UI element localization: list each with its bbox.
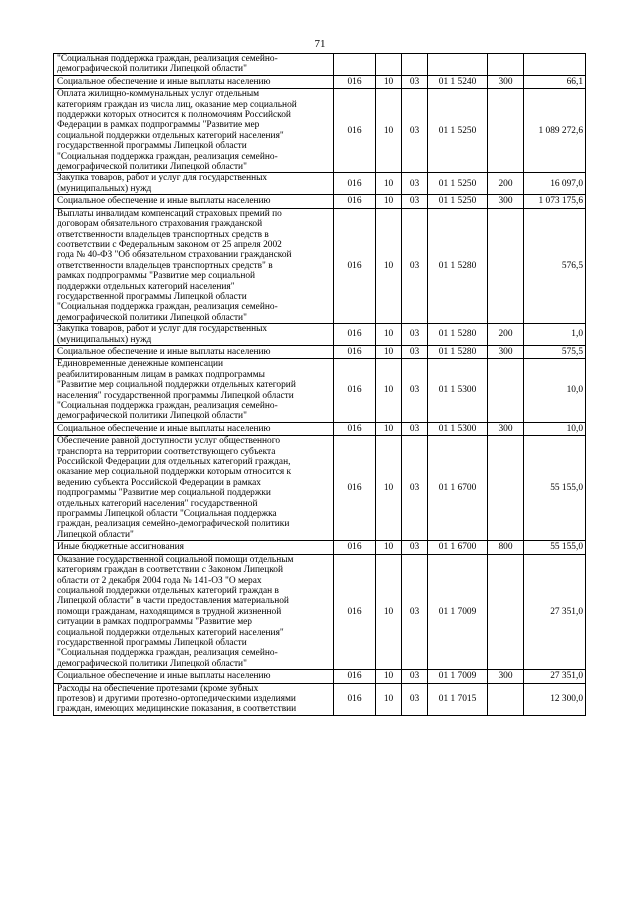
- ministry-code-cell: 016: [334, 173, 376, 195]
- ministry-code-cell: 016: [334, 324, 376, 346]
- table-row: [54, 554, 586, 669]
- ministry-code-cell: 016: [334, 208, 376, 323]
- expense-type-code-cell: [488, 208, 524, 323]
- subsection-code-cell: 03: [402, 670, 428, 683]
- expense-type-code-cell: 300: [488, 422, 524, 435]
- expense-type-code-cell: 300: [488, 345, 524, 358]
- subsection-code-cell: 03: [402, 324, 428, 346]
- amount-cell: 1 073 175,6: [524, 195, 586, 208]
- expense-type-code-cell: [488, 683, 524, 715]
- expense-name-cell: Социальное обеспечение и иные выплаты населению: [54, 670, 334, 683]
- amount-cell: 27 351,0: [524, 670, 586, 683]
- target-item-code-cell: 01 1 5280: [428, 208, 488, 323]
- ministry-code-cell: 016: [334, 554, 376, 669]
- expense-type-code-cell: [488, 89, 524, 173]
- expense-name-cell: Расходы на обеспечение протезами (кроме зубных протезов) и другими протезно-ортопедическими изделиями граждан, имеющих медицинские показания, в соответствии: [54, 683, 334, 715]
- target-item-code-cell: 01 1 6700: [428, 541, 488, 554]
- target-item-code-cell: 01 1 5300: [428, 359, 488, 422]
- amount-cell: 16 097,0: [524, 173, 586, 195]
- target-item-code-cell: 01 1 5240: [428, 75, 488, 88]
- subsection-code-cell: 03: [402, 89, 428, 173]
- amount-cell: 1,0: [524, 324, 586, 346]
- target-item-code-cell: 01 1 5250: [428, 173, 488, 195]
- expense-type-code-cell: 300: [488, 670, 524, 683]
- ministry-code-cell: 016: [334, 422, 376, 435]
- amount-cell: 55 155,0: [524, 541, 586, 554]
- target-item-code-cell: 01 1 5280: [428, 324, 488, 346]
- subsection-code-cell: 03: [402, 422, 428, 435]
- section-code-cell: 10: [376, 683, 402, 715]
- target-item-code-cell: 01 1 5300: [428, 422, 488, 435]
- ministry-code-cell: 016: [334, 195, 376, 208]
- section-code-cell: 10: [376, 436, 402, 541]
- ministry-code-cell: [334, 54, 376, 76]
- table-body: [54, 54, 586, 716]
- subsection-code-cell: 03: [402, 75, 428, 88]
- table-row: [54, 89, 586, 173]
- table-row: [54, 541, 586, 554]
- subsection-code-cell: 03: [402, 436, 428, 541]
- table-row: [54, 54, 586, 76]
- expense-name-cell: Оказание государственной социальной помощи отдельным категориям граждан в соответствии с Законом Липецкой области от 2 декабря 2004 года № 141-ОЗ "О мерах социальной поддержки отдельных категорий граждан в Липецкой области" в части предоставления материальной помощи гражданам, находящимся в трудной жизненной ситуации в рамках подпрограммы "Развитие мер социальной поддержки отдельных категорий населения" государственной программы Липецкой области "Социальная поддержка граждан, реализация семейно- демографической политики Липецкой области": [54, 554, 334, 669]
- target-item-code-cell: 01 1 5250: [428, 195, 488, 208]
- table-row: [54, 422, 586, 435]
- section-code-cell: 10: [376, 541, 402, 554]
- budget-table: [53, 53, 586, 716]
- section-code-cell: 10: [376, 173, 402, 195]
- table-row: [54, 436, 586, 541]
- subsection-code-cell: 03: [402, 359, 428, 422]
- section-code-cell: 10: [376, 324, 402, 346]
- table-row: [54, 345, 586, 358]
- expense-name-cell: Закупка товаров, работ и услуг для государственных (муниципальных) нужд: [54, 173, 334, 195]
- section-code-cell: 10: [376, 554, 402, 669]
- table-row: [54, 359, 586, 422]
- target-item-code-cell: 01 1 7009: [428, 670, 488, 683]
- ministry-code-cell: 016: [334, 345, 376, 358]
- amount-cell: 575,5: [524, 345, 586, 358]
- target-item-code-cell: [428, 54, 488, 76]
- expense-name-cell: Выплаты инвалидам компенсаций страховых премий по договорам обязательного страхования гражданской ответственности владельцев транспортных средств в соответствии с Федеральным законом от 25 апреля 2002 года № 40-ФЗ "Об обязательном страховании гражданской ответственности владельцев транспортных средств" в рамках подпрограммы "Развитие мер социальной поддержки отдельных категорий населения" государственной программы Липецкой области "Социальная поддержка граждан, реализация семейно- демографической политики Липецкой области": [54, 208, 334, 323]
- ministry-code-cell: 016: [334, 670, 376, 683]
- section-code-cell: 10: [376, 670, 402, 683]
- amount-cell: 1 089 272,6: [524, 89, 586, 173]
- section-code-cell: 10: [376, 422, 402, 435]
- section-code-cell: 10: [376, 195, 402, 208]
- expense-type-code-cell: [488, 436, 524, 541]
- expense-type-code-cell: 300: [488, 195, 524, 208]
- amount-cell: 10,0: [524, 359, 586, 422]
- expense-type-code-cell: 200: [488, 173, 524, 195]
- table-row: [54, 195, 586, 208]
- expense-type-code-cell: [488, 54, 524, 76]
- ministry-code-cell: 016: [334, 683, 376, 715]
- expense-name-cell: "Социальная поддержка граждан, реализация семейно- демографической политики Липецкой области": [54, 54, 334, 76]
- expense-name-cell: Иные бюджетные ассигнования: [54, 541, 334, 554]
- subsection-code-cell: 03: [402, 208, 428, 323]
- section-code-cell: 10: [376, 345, 402, 358]
- expense-type-code-cell: 300: [488, 75, 524, 88]
- expense-name-cell: Социальное обеспечение и иные выплаты населению: [54, 422, 334, 435]
- expense-name-cell: Социальное обеспечение и иные выплаты населению: [54, 75, 334, 88]
- expense-name-cell: Обеспечение равной доступности услуг общественного транспорта на территории соответствующего субъекта Российской Федерации для отдельных категорий граждан, оказание мер социальной поддержки которым относится к ведению субъекта Российской Федерации в рамках подпрограммы "Развитие мер социальной поддержки отдельных категорий населения" государственной программы Липецкой области "Социальная поддержка граждан, реализация семейно-демографической политики Липецкой области": [54, 436, 334, 541]
- amount-cell: 27 351,0: [524, 554, 586, 669]
- amount-cell: 66,1: [524, 75, 586, 88]
- subsection-code-cell: 03: [402, 683, 428, 715]
- amount-cell: [524, 54, 586, 76]
- expense-name-cell: Единовременные денежные компенсации реабилитированным лицам в рамках подпрограммы "Развитие мер социальной поддержки отдельных категорий населения" государственной программы Липецкой области "Социальная поддержка граждан, реализация семейно- демографической политики Липецкой области": [54, 359, 334, 422]
- subsection-code-cell: 03: [402, 554, 428, 669]
- expense-name-cell: Закупка товаров, работ и услуг для государственных (муниципальных) нужд: [54, 324, 334, 346]
- expense-name-cell: Социальное обеспечение и иные выплаты населению: [54, 195, 334, 208]
- section-code-cell: 10: [376, 359, 402, 422]
- ministry-code-cell: 016: [334, 541, 376, 554]
- target-item-code-cell: 01 1 7015: [428, 683, 488, 715]
- table-row: [54, 670, 586, 683]
- section-code-cell: 10: [376, 75, 402, 88]
- target-item-code-cell: 01 1 5250: [428, 89, 488, 173]
- expense-type-code-cell: 200: [488, 324, 524, 346]
- amount-cell: 55 155,0: [524, 436, 586, 541]
- subsection-code-cell: 03: [402, 345, 428, 358]
- expense-type-code-cell: [488, 359, 524, 422]
- section-code-cell: 10: [376, 208, 402, 323]
- amount-cell: 10,0: [524, 422, 586, 435]
- subsection-code-cell: [402, 54, 428, 76]
- ministry-code-cell: 016: [334, 75, 376, 88]
- table-row: [54, 324, 586, 346]
- target-item-code-cell: 01 1 7009: [428, 554, 488, 669]
- ministry-code-cell: 016: [334, 89, 376, 173]
- page-number: 71: [314, 38, 326, 50]
- amount-cell: 12 300,0: [524, 683, 586, 715]
- subsection-code-cell: 03: [402, 195, 428, 208]
- expense-name-cell: Социальное обеспечение и иные выплаты населению: [54, 345, 334, 358]
- subsection-code-cell: 03: [402, 541, 428, 554]
- expense-name-cell: Оплата жилищно-коммунальных услуг отдельным категориям граждан из числа лиц, оказание мер социальной поддержки которых относится к полномочиям Российской Федерации в рамках подпрограммы "Развитие мер социальной поддержки отдельных категорий населения" государственной программы Липецкой области "Социальная поддержка граждан, реализация семейно- демографической политики Липецкой области": [54, 89, 334, 173]
- table-row: [54, 173, 586, 195]
- table-row: [54, 208, 586, 323]
- amount-cell: 576,5: [524, 208, 586, 323]
- table-row: [54, 683, 586, 715]
- section-code-cell: 10: [376, 89, 402, 173]
- section-code-cell: [376, 54, 402, 76]
- table-row: [54, 75, 586, 88]
- ministry-code-cell: 016: [334, 359, 376, 422]
- target-item-code-cell: 01 1 5280: [428, 345, 488, 358]
- ministry-code-cell: 016: [334, 436, 376, 541]
- expense-type-code-cell: 800: [488, 541, 524, 554]
- target-item-code-cell: 01 1 6700: [428, 436, 488, 541]
- expense-type-code-cell: [488, 554, 524, 669]
- subsection-code-cell: 03: [402, 173, 428, 195]
